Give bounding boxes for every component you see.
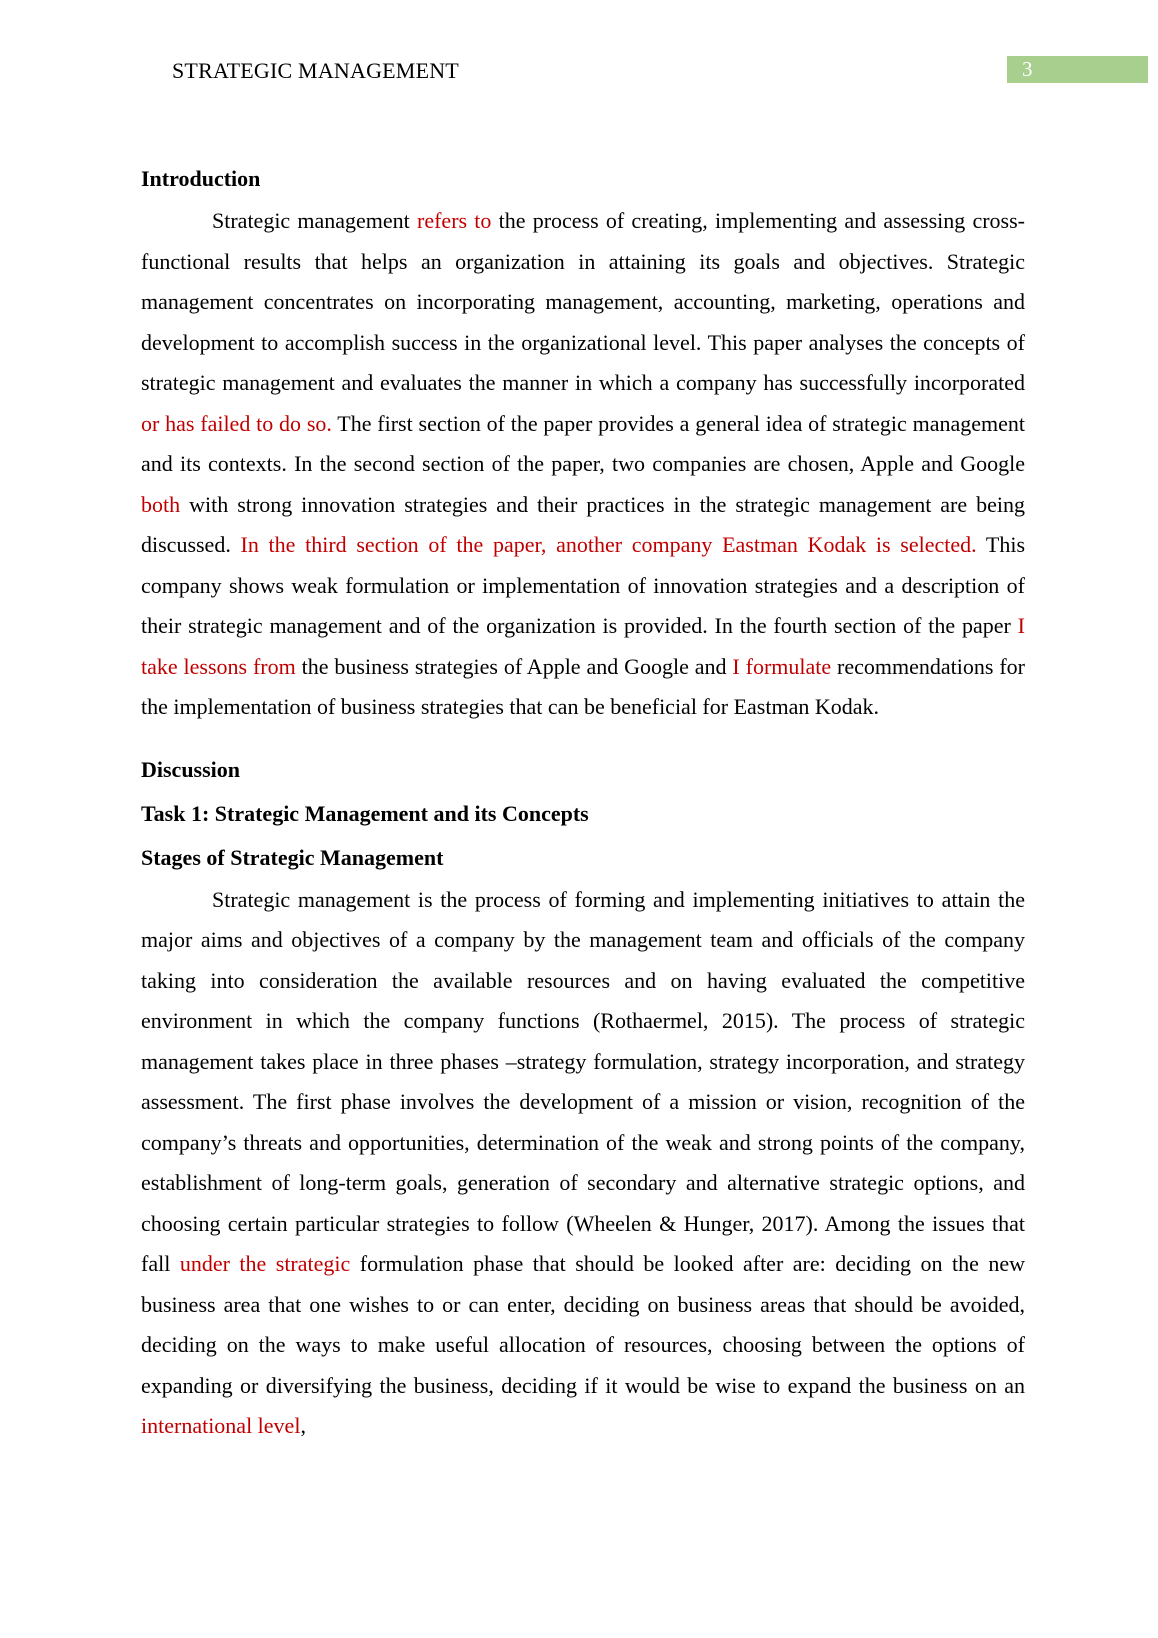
stages-subheading: Stages of Strategic Management [141, 844, 444, 870]
highlighted-text-run: In the third section of the paper, another company Eastman Kodak is selected. [240, 532, 977, 557]
text-run: The first section of the paper provides a general idea of strategic management and its contexts. In the second section of the paper, two companies are chosen, Apple and Google [141, 410, 1026, 476]
text-run: Strategic management is the process of forming and implementing initiatives to attain the major aims and objectives of a company by the management team and officials of the company taking into consideration the available resources and on having evaluated the competitive environment in which the company functions (Rothaermel, 2015). The process of strategic management takes place in three phases –strategy formulation, strategy incorporation, and strategy assessment. The first phase involves the development of a mission or vision, recognition of the company’s threats and opportunities, determination of the weak and strong points of the company, establishment of long-term goals, generation of secondary and alternative strategic options, and choosing certain particular strategies to follow (Wheelen & Hunger, 2017). Among the issues that fall [141, 886, 1025, 1276]
highlighted-text-run: refers to [417, 208, 492, 233]
introduction-paragraph [141, 201, 1025, 728]
highlighted-text-run: I formulate [732, 653, 832, 679]
discussion-heading: Discussion [141, 756, 241, 782]
text-run: formulation phase that should be looked after are: deciding on the new business area that one wishes to or can enter, deciding on business areas that should be avoided, deciding on the ways to make useful allocation of resources, choosing between the options of expanding or diversifying the business, deciding if it would be wise to expand the business on an [141, 1251, 1025, 1398]
introduction-heading: Introduction [141, 166, 261, 191]
highlighted-text-run: or has failed to do so. [141, 410, 332, 436]
text-run: the process of creating, implementing and assessing cross-functional results that helps an organization in attaining its goals and objectives. Strategic management concentrates on incorporating management, accounting, marketing, operations and development to accomplish success in the organizational level. This paper analyses the concepts of strategic management and evaluates the manner in which a company has successfully incorporated [141, 208, 1025, 395]
running-header-title: STRATEGIC MANAGEMENT [172, 58, 459, 83]
task-heading: Task 1: Strategic Management and its Concepts [141, 800, 589, 826]
text-run: Strategic management [212, 208, 418, 233]
highlighted-text-run: both [141, 491, 181, 517]
text-run: This company shows weak formulation or implementation of innovation strategies and a description of their strategic management and of the organization is provided. In the fourth section of the paper [141, 532, 1026, 638]
text-run: with strong innovation strategies and their practices in the strategic management are being discussed. [141, 491, 1025, 557]
page-number: 3 [1007, 56, 1148, 83]
highlighted-text-run: under the strategic [179, 1251, 351, 1276]
text-run: , [300, 1413, 306, 1438]
stages-paragraph [141, 880, 1025, 1447]
text-run: the business strategies of Apple and Google and [295, 653, 733, 679]
highlighted-text-run: international level [141, 1413, 301, 1438]
text-run: recommendations for the implementation of business strategies that can be beneficial for Eastman Kodak. [141, 653, 1025, 719]
document-body [141, 157, 1025, 1447]
highlighted-text-run: I take lessons from [141, 613, 1025, 679]
